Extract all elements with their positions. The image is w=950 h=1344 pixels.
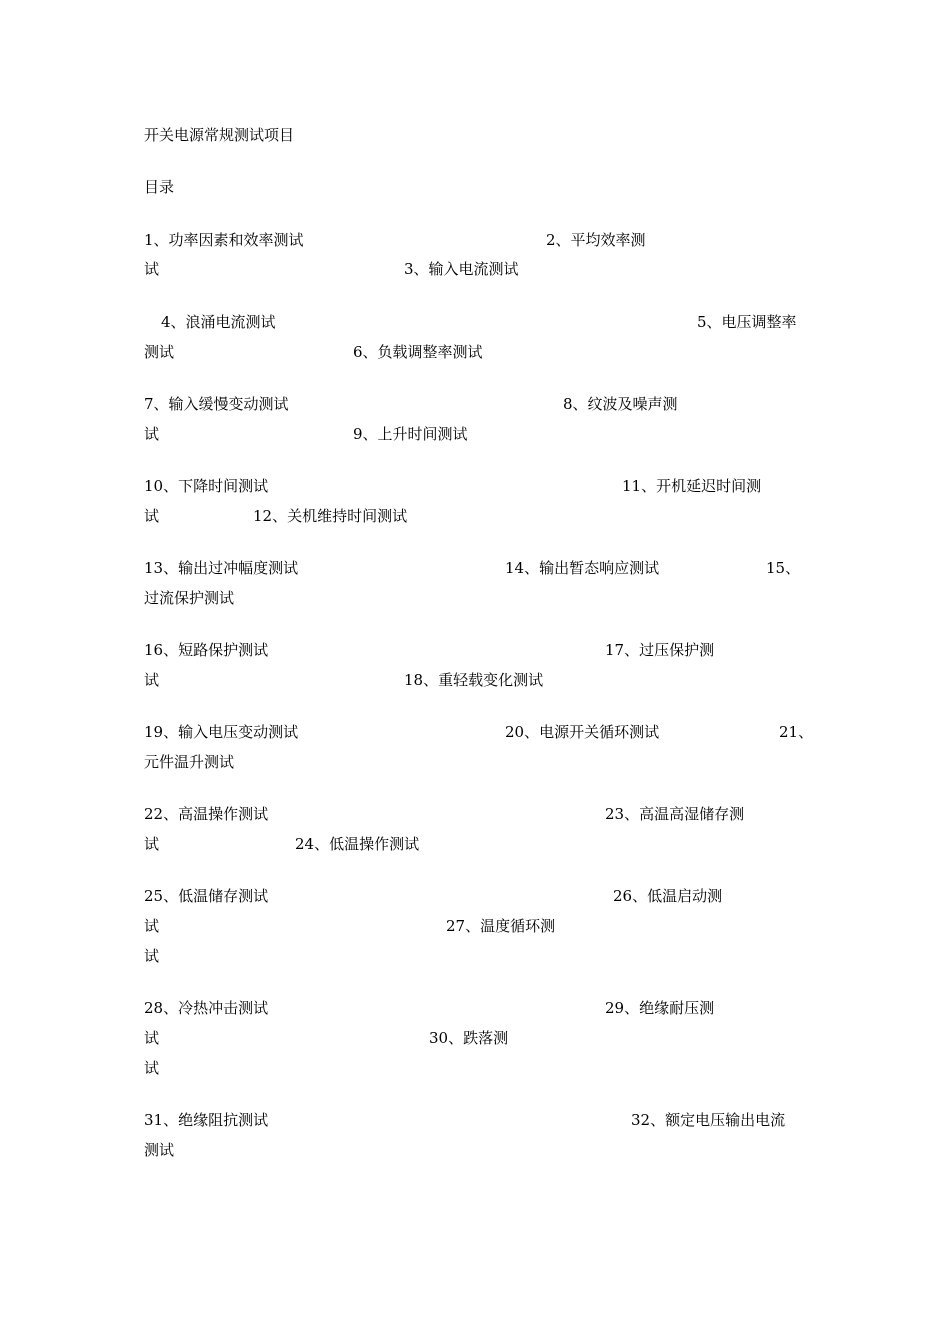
toc-item: 26、低温启动测 [613,887,723,905]
toc-item: 15、 [766,559,801,577]
toc-item: 17、过压保护测 [605,641,715,659]
toc-item: 9、上升时间测试 [353,425,468,443]
toc-item: 27、温度循环测 [446,917,556,935]
toc-item: 2、平均效率测 [546,231,646,249]
toc-item: 14、输出暂态响应测试 [505,559,660,577]
toc-item: 试 [144,947,160,965]
toc-item: 20、电源开关循环测试 [505,723,660,741]
toc-item: 过流保护测试 [144,589,235,607]
toc-item: 21、 [779,723,814,741]
toc-item: 测试 [144,1141,175,1159]
toc-item: 29、绝缘耐压测 [605,999,715,1017]
toc-item: 23、高温高湿储存测 [605,805,745,823]
toc-item: 11、开机延迟时间测 [622,477,762,495]
toc-item: 试 [144,260,160,278]
toc-item: 19、输入电压变动测试 [144,723,299,741]
toc-item: 5、电压调整率 [697,313,797,331]
toc-item: 3、输入电流测试 [404,260,519,278]
toc-item: 试 [144,425,160,443]
document-title: 开关电源常规测试项目 [144,126,295,144]
toc-item: 元件温升测试 [144,753,235,771]
toc-item: 18、重轻载变化测试 [404,671,544,689]
toc-item: 32、额定电压输出电流 [631,1111,786,1129]
toc-item: 4、浪涌电流测试 [161,313,276,331]
toc-item: 6、负载调整率测试 [353,343,483,361]
toc-item: 试 [144,917,160,935]
toc-item: 22、高温操作测试 [144,805,269,823]
toc-item: 8、纹波及噪声测 [563,395,678,413]
toc-item: 28、冷热冲击测试 [144,999,269,1017]
toc-heading: 目录 [144,178,175,196]
toc-item: 试 [144,1059,160,1077]
toc-item: 16、短路保护测试 [144,641,269,659]
toc-item: 试 [144,835,160,853]
toc-item: 测试 [144,343,175,361]
toc-item: 24、低温操作测试 [295,835,420,853]
toc-item: 13、输出过冲幅度测试 [144,559,299,577]
toc-item: 7、输入缓慢变动测试 [144,395,289,413]
toc-item: 10、下降时间测试 [144,477,269,495]
toc-item: 试 [144,671,160,689]
toc-item: 31、绝缘阻抗测试 [144,1111,269,1129]
toc-item: 25、低温储存测试 [144,887,269,905]
toc-item: 试 [144,507,160,525]
toc-item: 1、功率因素和效率测试 [144,231,304,249]
toc-item: 试 [144,1029,160,1047]
toc-item: 12、关机维持时间测试 [253,507,408,525]
toc-item: 30、跌落测 [429,1029,509,1047]
